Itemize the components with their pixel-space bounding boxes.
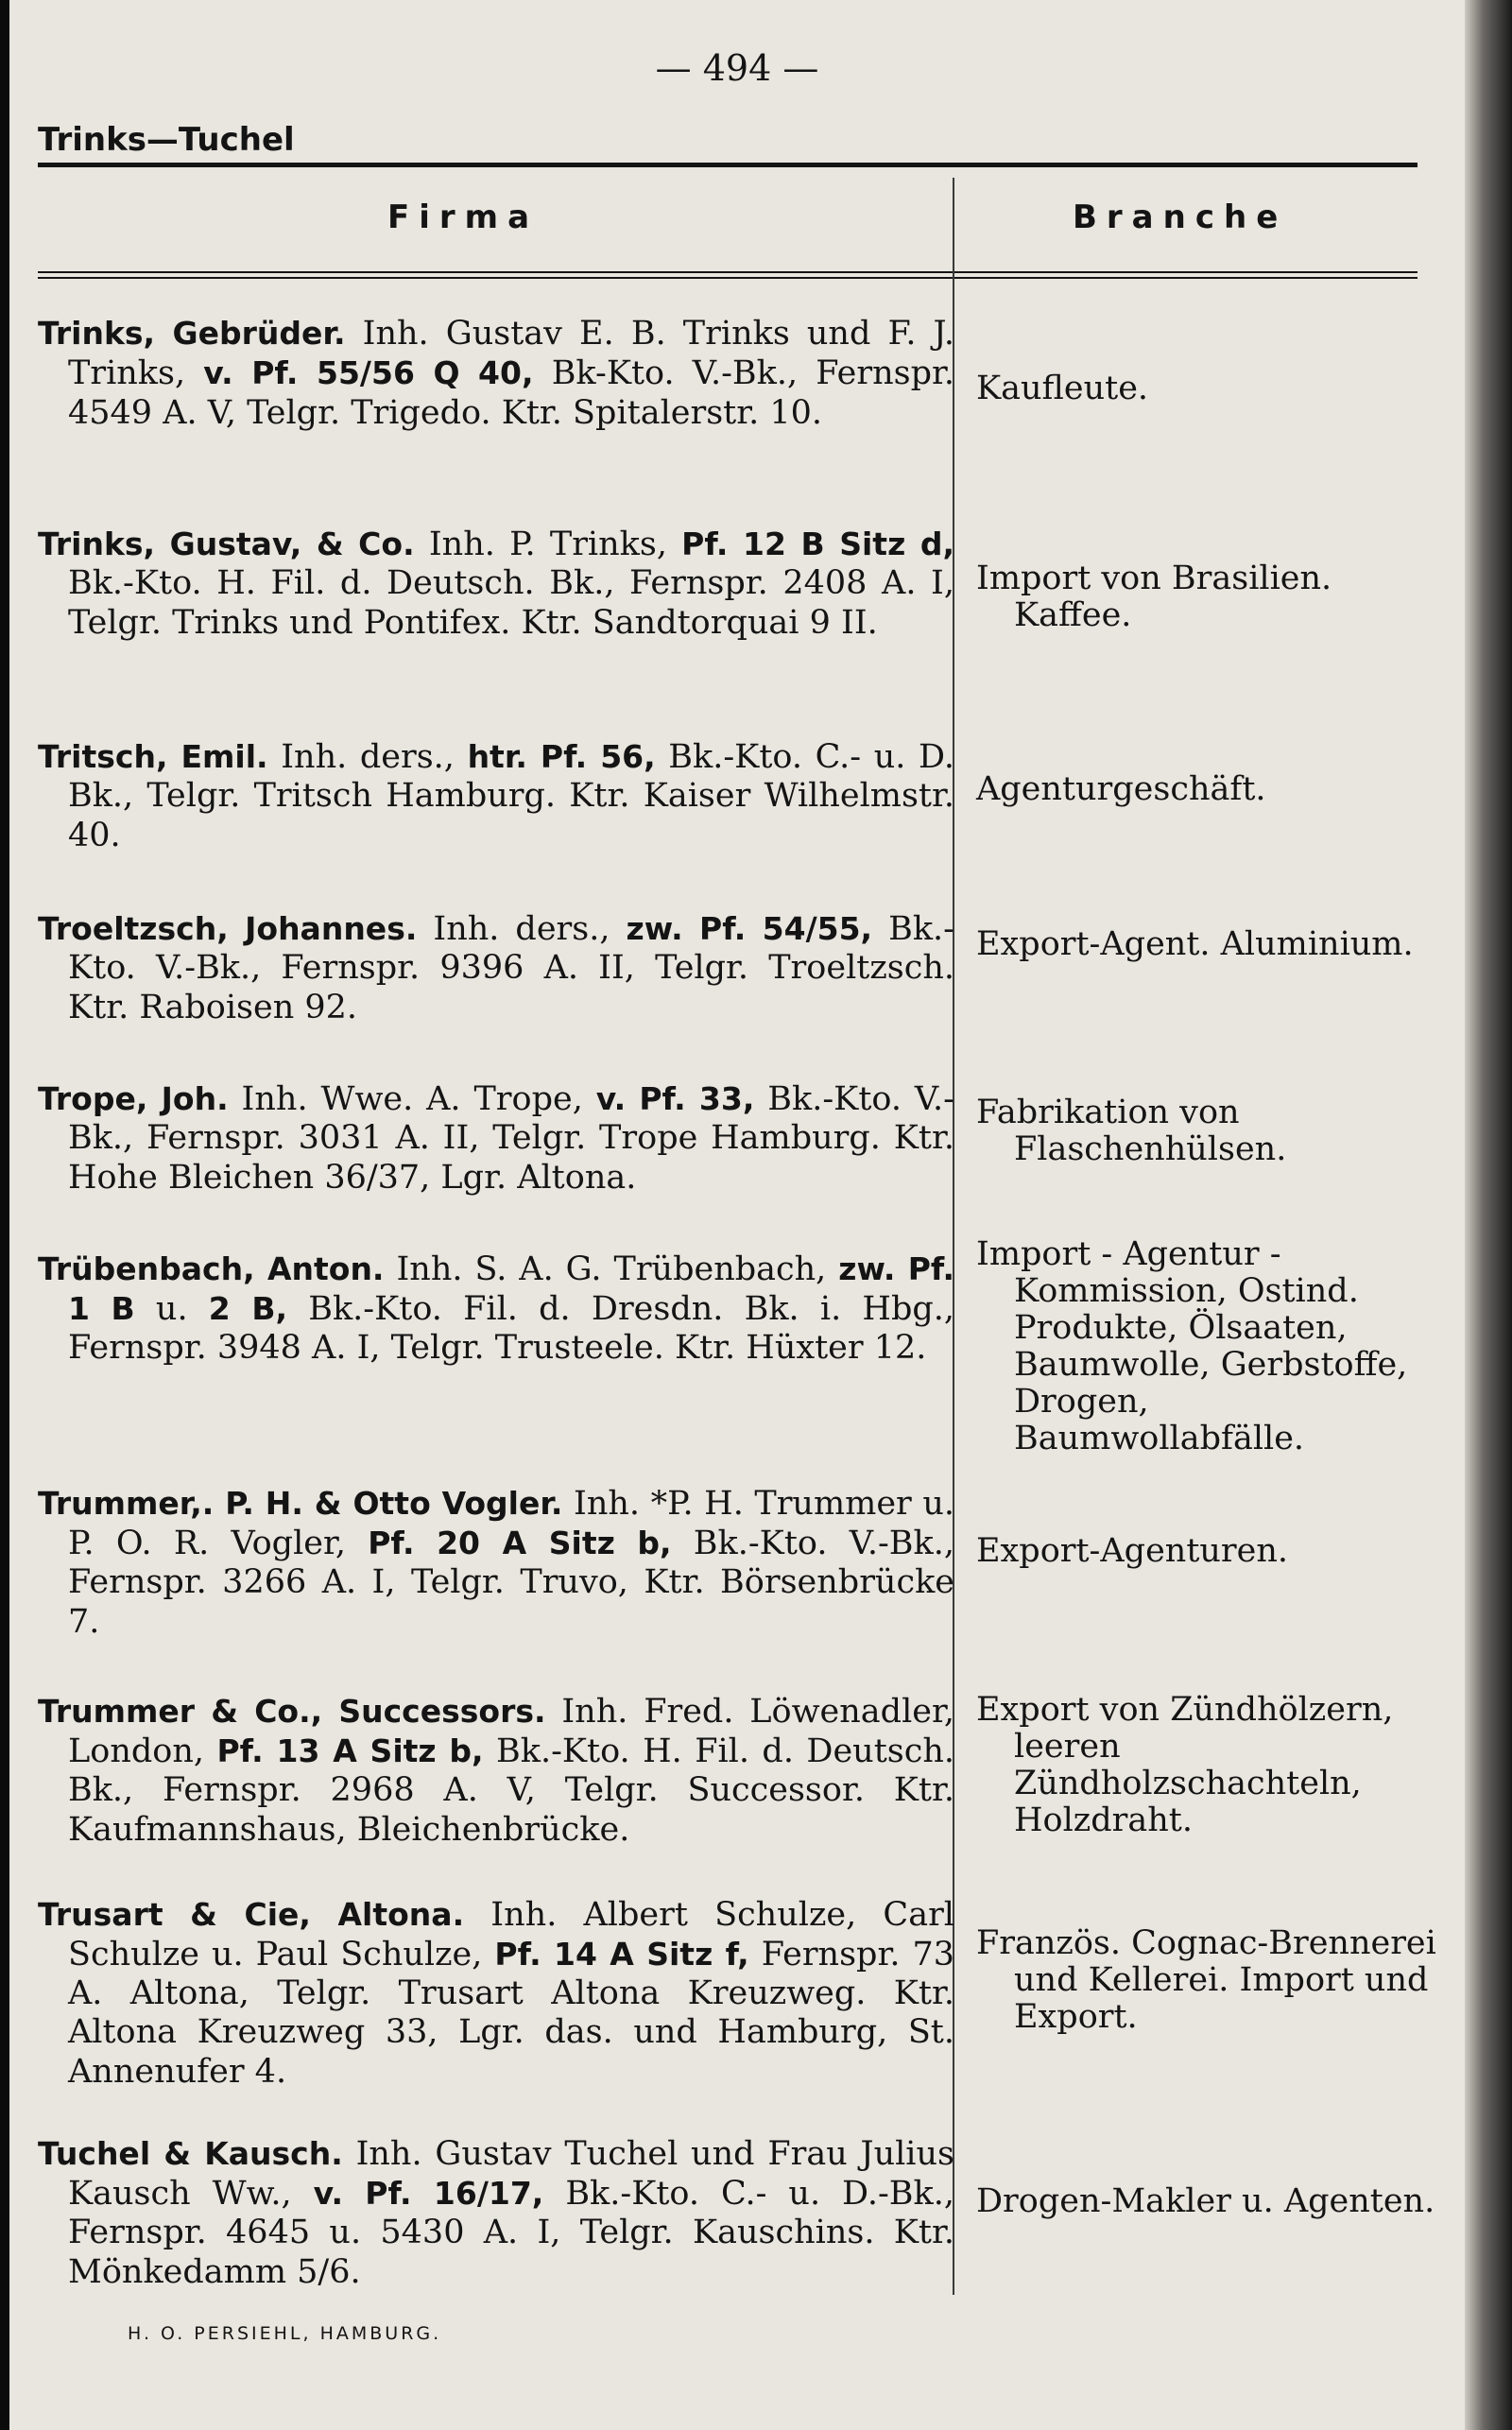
column-header-branche: Branche	[1073, 198, 1288, 236]
column-header-firma: Firma	[387, 198, 540, 236]
firm-details: Inh. S. A. G. Trübenbach,	[384, 1250, 839, 1288]
firm-address: Pf. 13 A Sitz b,	[216, 1732, 484, 1769]
firm-text	[38, 909, 954, 1027]
firm-address: zw. Pf. 54/55,	[626, 910, 873, 947]
firm-address: v. Pf. 16/17,	[313, 2175, 544, 2212]
running-head: Trinks—Tuchel	[38, 121, 295, 159]
firm-details: Bk-Kto. V.-Bk., Fernspr. 4549 A. V, Telgr. Trigedo. Ktr. Spitalerstr. 10.	[68, 354, 955, 432]
firm-address: Pf. 20 A Sitz b,	[368, 1525, 672, 1561]
firm-name: Trope, Joh.	[38, 1080, 229, 1117]
firm-details: Bk.-Kto. V.-Bk., Fernspr. 3031 A. II, Telgr. Trope Hamburg. Ktr. Hohe Bleichen 36/37, Lgr. Altona.	[68, 1080, 954, 1197]
column-header-rule-bottom	[38, 277, 1418, 279]
firm-name: Troeltzsch, Johannes.	[38, 910, 418, 947]
firm-details-extra: Bk.-Kto. Fil. d. Dresdn. Bk. i. Hbg., Fernspr. 3948 A. I, Telgr. Trusteele. Ktr. Hüxter 12.	[68, 1290, 955, 1367]
firm-name: Tritsch, Emil.	[38, 738, 268, 775]
firm-text	[38, 314, 954, 433]
branche-text: Export-Agent. Aluminium.	[976, 925, 1414, 963]
firm-name: Trübenbach, Anton.	[38, 1250, 385, 1287]
page-number: — 494 —	[655, 47, 819, 89]
firm-text	[38, 737, 954, 855]
firm-address: htr. Pf. 56,	[467, 738, 656, 775]
firm-text	[38, 1079, 954, 1198]
firm-details: Inh. P. Trinks,	[414, 526, 682, 563]
firm-details: Inh. *P. H. Trummer u. P. O. R. Vogler,	[68, 1485, 954, 1562]
branche-text: Drogen-Makler u. Agenten.	[976, 2182, 1435, 2220]
firm-text	[38, 1484, 954, 1642]
firm-name: Trummer,. P. H. & Otto Vogler.	[38, 1485, 563, 1522]
firm-details: Inh. Fred. Löwenadler, London,	[68, 1693, 954, 1770]
firm-details: Inh. ders.,	[267, 738, 468, 776]
directory-page	[9, 0, 1465, 2430]
firm-name: Trinks, Gustav, & Co.	[38, 526, 415, 562]
branche-text: Import von Brasilien. Kaffee.	[976, 560, 1332, 634]
firm-details: Inh. ders.,	[417, 910, 627, 948]
firm-details: Inh. Gustav E. B. Trinks und F. J. Trinks,	[68, 315, 954, 392]
firm-name: Trusart & Cie, Altona.	[38, 1896, 465, 1933]
firm-text	[38, 1249, 954, 1368]
branche-text: Fabrikation von Flaschenhülsen.	[976, 1094, 1287, 1168]
branche-text: Export von Zündhölzern, leeren Zündholzschachteln, Holzdraht.	[976, 1691, 1394, 1839]
firm-details: Bk.-Kto. V.-Bk., Fernspr. 3266 A. I, Telgr. Truvo, Ktr. Börsenbrücke 7.	[68, 1525, 954, 1641]
scan-page-edge	[1465, 0, 1512, 2430]
firm-address-extra: 2 B,	[208, 1290, 288, 1327]
firm-details: Bk.-Kto. C.- u. D.-Bk., Fernspr. 4645 u. 5430 A. I, Telgr. Kauschins. Ktr. Mönkedamm 5/6.	[68, 2175, 954, 2291]
firm-name: Tuchel & Kausch.	[38, 2135, 343, 2172]
firm-details: Bk.-Kto. H. Fil. d. Deutsch. Bk., Fernspr. 2968 A. V, Telgr. Successor. Ktr. Kaufmannshaus, Bleichenbrücke.	[68, 1732, 954, 1849]
firm-address: v. Pf. 33,	[595, 1080, 755, 1117]
firm-name: Trinks, Gebrüder.	[38, 315, 346, 352]
firm-details: Inh. Wwe. A. Trope,	[228, 1080, 596, 1118]
branche-text: Import - Agentur - Kommission, Ostind. Produkte, Ölsaaten, Baumwolle, Gerbstoffe, Drogen, Baumwollabfälle.	[976, 1235, 1408, 1457]
firm-text	[38, 525, 954, 643]
firm-details: Inh. Albert Schulze, Carl Schulze u. Paul Schulze,	[68, 1896, 955, 1973]
header-rule	[38, 163, 1418, 167]
firm-details: u.	[134, 1290, 209, 1328]
firm-details: Fernspr. 73 A. Altona, Telgr. Trusart Altona Kreuzweg. Ktr. Altona Kreuzweg 33, Lgr. das. und Hamburg, St. Annenufer 4.	[68, 1936, 954, 2091]
firm-name: Trummer & Co., Successors.	[38, 1693, 546, 1730]
branche-text: Agenturgeschäft.	[976, 770, 1266, 808]
firm-details: Inh. Gustav Tuchel und Frau Julius Kausch Ww.,	[68, 2135, 955, 2213]
firm-text	[38, 2134, 954, 2292]
firm-text	[38, 1895, 954, 2092]
firm-address: Pf. 14 A Sitz f,	[494, 1936, 749, 1973]
firm-details: Bk.-Kto. V.-Bk., Fernspr. 9396 A. II, Telgr. Troeltzsch. Ktr. Raboisen 92.	[68, 910, 954, 1026]
firm-address: v. Pf. 55/56 Q 40,	[203, 354, 534, 391]
branche-text: Französ. Cognac-Brennerei und Kellerei. Import und Export.	[976, 1924, 1436, 2036]
printer-imprint: H. O. PERSIEHL, HAMBURG.	[128, 2323, 442, 2344]
firm-address: zw. Pf. 1 B	[68, 1250, 954, 1327]
branche-text: Kaufleute.	[976, 370, 1149, 407]
firm-text	[38, 1692, 954, 1850]
firm-details: Bk.-Kto. C.- u. D. Bk., Telgr. Tritsch Hamburg. Ktr. Kaiser Wilhelmstr. 40.	[68, 738, 954, 854]
column-header-rule-top	[38, 271, 1418, 273]
branche-text: Export-Agenturen.	[976, 1532, 1289, 1570]
firm-details: Bk.-Kto. H. Fil. d. Deutsch. Bk., Fernspr. 2408 A. I, Telgr. Trinks und Pontifex. Ktr. Sandtorquai 9 II.	[68, 564, 954, 642]
firm-address: Pf. 12 B Sitz d,	[681, 526, 955, 562]
